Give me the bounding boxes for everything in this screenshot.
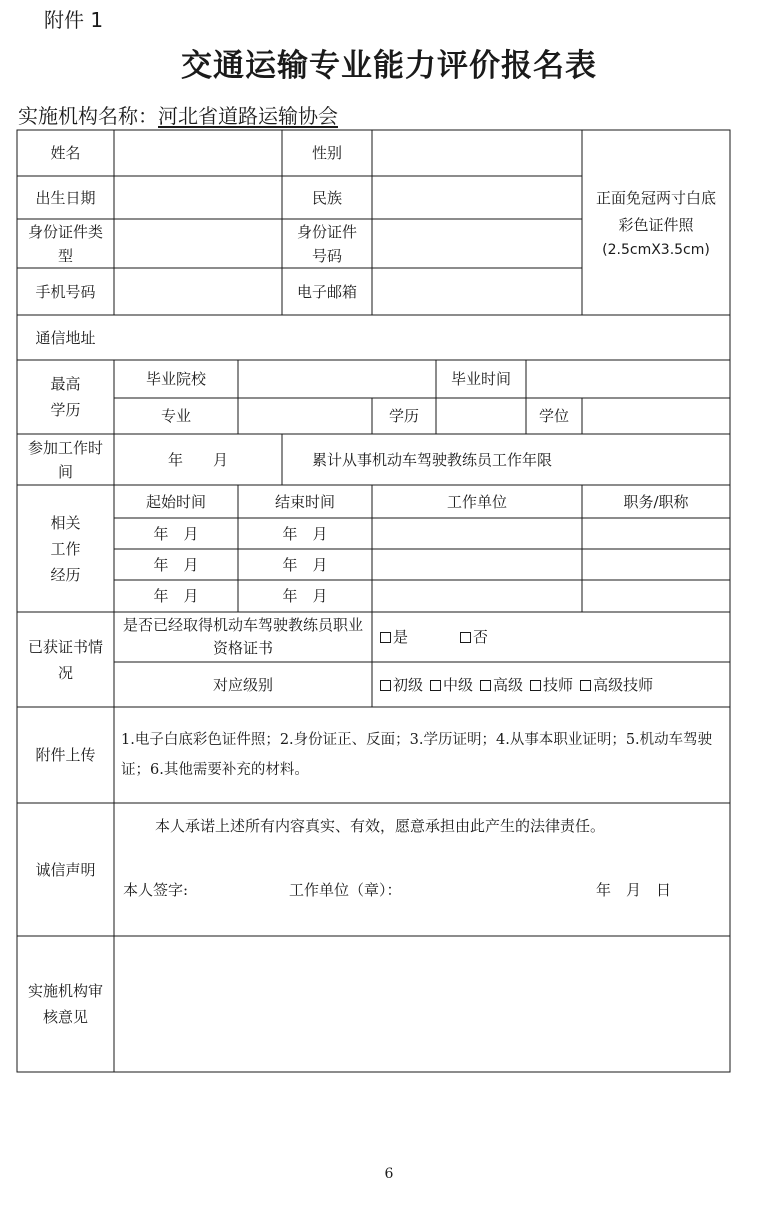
exp-position-field[interactable] (582, 518, 730, 549)
email-field[interactable] (372, 268, 582, 315)
date-ymd: 年 月 日 (596, 881, 672, 899)
label-level: 对应级别 (212, 675, 273, 694)
level-option-4[interactable]: 技师 (530, 673, 573, 697)
edu-level-field[interactable] (436, 398, 526, 434)
photo-size: (2.5cmX3.5cm) (602, 241, 710, 258)
checkbox-icon[interactable] (380, 632, 391, 643)
label-name: 姓名 (50, 144, 81, 162)
label-education: 最高学历 (50, 375, 81, 419)
checkbox-icon[interactable] (530, 680, 541, 691)
cert-options (380, 612, 730, 662)
integrity-text: 本人承诺上述所有内容真实、有效，愿意承担由此产生的法律责任。 (155, 817, 606, 835)
exp-unit-field[interactable] (372, 518, 582, 549)
photo-note: 正面免冠两寸白底彩色证件照 (595, 188, 716, 234)
org-label: 实施机构名称： (18, 104, 158, 128)
school-field[interactable] (238, 360, 436, 398)
id-number-field[interactable] (372, 219, 582, 268)
checkbox-icon[interactable] (430, 680, 441, 691)
checkbox-icon[interactable] (480, 680, 491, 691)
level-option-3[interactable]: 高级 (480, 673, 523, 697)
exp-start-field[interactable]: 年 月 (153, 555, 199, 574)
label-phone: 手机号码 (35, 282, 96, 301)
cert-question: 是否已经取得机动车驾驶教练员职业资格证书 (122, 616, 363, 657)
label-address: 通信地址 (35, 328, 96, 347)
page-title: 交通运输专业能力评价报名表 (181, 48, 597, 84)
degree-field[interactable] (582, 398, 730, 434)
work-unit-seal-label: 工作单位（章）： (289, 881, 402, 899)
no-option[interactable]: 否 (460, 625, 488, 649)
grad-time-field[interactable] (526, 360, 730, 398)
page-number: 6 (384, 1166, 394, 1182)
label-review: 实施机构审核意见 (27, 982, 103, 1026)
gender-field[interactable] (372, 130, 582, 176)
checkbox-icon[interactable] (460, 632, 471, 643)
label-work-start: 参加工作时间 (27, 438, 103, 481)
label-major: 专业 (160, 407, 191, 425)
phone-field[interactable] (114, 268, 282, 315)
label-certificates: 已获证书情况 (27, 637, 103, 682)
exp-end-field[interactable]: 年 月 (282, 587, 328, 605)
exp-start-field[interactable]: 年 月 (153, 524, 199, 543)
photo-box[interactable] (582, 130, 730, 315)
exp-header-start: 起始时间 (145, 492, 206, 511)
exp-header-position: 职务/职称 (623, 492, 689, 511)
id-type-field[interactable] (114, 219, 282, 268)
review-field[interactable] (114, 936, 730, 1072)
annex-label: 附件 1 (44, 8, 104, 32)
yes-option[interactable]: 是 (380, 625, 408, 649)
label-experience: 相关工作经历 (50, 513, 81, 584)
level-option-1[interactable]: 初级 (380, 673, 423, 697)
address-field[interactable] (114, 315, 730, 360)
label-grad-time: 毕业时间 (450, 370, 511, 388)
label-id-number: 身份证件号码 (296, 222, 357, 265)
checkbox-icon[interactable] (580, 680, 591, 691)
attachments-text: 1.电子白底彩色证件照；2.身份证正、反面；3.学历证明；4.从事本职业证明；5.机动车驾驶证；6.其他需要补充的材料。 (121, 732, 713, 778)
exp-unit-field[interactable] (372, 549, 582, 580)
label-gender: 性别 (311, 144, 342, 162)
ethnicity-field[interactable] (372, 176, 582, 219)
label-attachments: 附件上传 (35, 746, 96, 764)
label-school: 毕业院校 (145, 370, 206, 388)
label-email: 电子邮箱 (296, 282, 357, 301)
exp-unit-field[interactable] (372, 580, 582, 612)
coach-years-field[interactable] (582, 434, 730, 485)
exp-header-unit: 工作单位 (446, 492, 507, 511)
label-edu-level: 学历 (388, 407, 419, 425)
label-id-type: 身份证件类型 (27, 222, 103, 265)
work-start-field[interactable]: 年 月 (167, 450, 228, 469)
label-degree: 学位 (538, 407, 569, 425)
signature-label: 本人签字: (123, 881, 189, 899)
label-coach-years: 累计从事机动车驾驶教练员工作年限 (311, 450, 552, 469)
org-name: 河北省道路运输协会 (158, 104, 338, 128)
exp-end-field[interactable]: 年 月 (282, 555, 328, 574)
name-field[interactable] (114, 130, 282, 176)
exp-position-field[interactable] (582, 549, 730, 580)
level-option-5[interactable]: 高级技师 (580, 673, 653, 697)
exp-position-field[interactable] (582, 580, 730, 612)
exp-start-field[interactable]: 年 月 (153, 587, 199, 605)
checkbox-icon[interactable] (380, 680, 391, 691)
level-option-2[interactable]: 中级 (430, 673, 473, 697)
label-birth-date: 出生日期 (35, 188, 96, 207)
major-field[interactable] (238, 398, 372, 434)
birth-date-field[interactable] (114, 176, 282, 219)
level-options (380, 662, 730, 707)
label-integrity: 诚信声明 (35, 860, 96, 879)
label-ethnicity: 民族 (311, 188, 342, 207)
exp-header-end: 结束时间 (274, 492, 335, 511)
exp-end-field[interactable]: 年 月 (282, 524, 328, 543)
